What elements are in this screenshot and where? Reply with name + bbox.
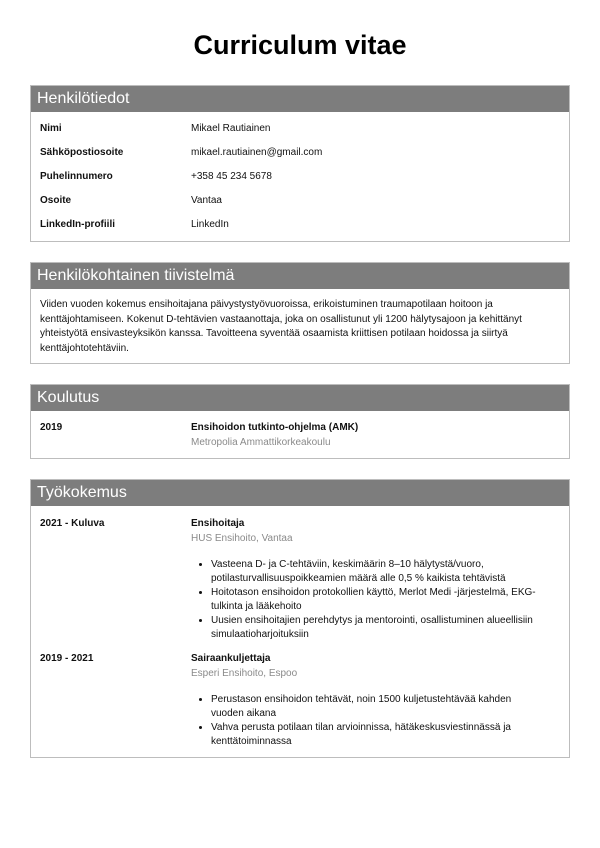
summary-text: Viiden vuoden kokemus ensihoitajana päivystystyövuoroissa, erikoistuminen traumapotilaan hoitoon ja kenttäjohtamiseen. Kokenut D-tehtävien vastaanottaja, joka on osallistunut yli 1200 hälytysajoon ja kehittänyt yhteistyötä ensivasteyksikön kanssa. Tavoitteena syventää osaamista kriittisen potilaan hoidossa ja siirtyä kenttäjohtotehtäviin. [40, 299, 522, 354]
bullet-item: • Perustason ensihoidon tehtävät, noin 1500 kuljetustehtävää kahden vuoden aikana [211, 693, 541, 721]
entry-date: 2019 [40, 422, 63, 433]
experience-section [30, 479, 570, 758]
personal-row-address [31, 195, 569, 219]
bullet-item: • Vahva perusta potilaan tilan arvioinnissa, hätäkeskusviestinnässä ja kenttätoiminnassa [211, 721, 541, 749]
education-section [30, 384, 570, 459]
row-label: Nimi [40, 123, 62, 134]
entry-date: 2019 - 2021 [40, 653, 94, 664]
row-label: LinkedIn-profiili [40, 219, 115, 230]
personal-section [30, 85, 570, 242]
experience-heading: Työkokemus [31, 480, 569, 506]
entry-org: Esperi Ensihoito, Espoo [191, 668, 298, 679]
summary-section [30, 262, 570, 364]
education-entry [31, 422, 569, 448]
entry-title: Ensihoitaja [191, 518, 245, 529]
entry-title: Ensihoidon tutkinto-ohjelma (AMK) [191, 422, 359, 433]
row-label: Osoite [40, 195, 72, 206]
email-link[interactable]: mikael.rautiainen@gmail.com [191, 147, 323, 158]
row-value: +358 45 234 5678 [191, 171, 272, 182]
education-heading: Koulutus [31, 385, 569, 411]
bullet-item: • Uusien ensihoitajien perehdytys ja mentorointi, osallistuminen alueellisiin simulaatioharjoituksiin [211, 614, 541, 642]
personal-row-name [31, 123, 569, 147]
row-label: Sähköpostiosoite [40, 147, 124, 158]
linkedin-link[interactable]: LinkedIn [191, 219, 229, 230]
experience-entry [31, 653, 569, 749]
row-value: Mikael Rautiainen [191, 123, 271, 134]
entry-org: HUS Ensihoito, Vantaa [191, 533, 293, 544]
entry-date: 2021 - Kuluva [40, 518, 105, 529]
row-value: Vantaa [191, 195, 222, 206]
personal-row-phone [31, 171, 569, 195]
personal-row-email [31, 147, 569, 171]
page-title: Curriculum vitae [193, 30, 407, 60]
entry-bullets [191, 693, 541, 749]
bullet-item: • Vasteena D- ja C-tehtäviin, keskimäärin 8–10 hälytystä/vuoro, potilasturvallisuuspoikkeamien määrä alle 0,5 % kaikista tehtävistä [211, 558, 541, 586]
entry-org: Metropolia Ammattikorkeakoulu [191, 437, 331, 448]
personal-row-linkedin [31, 219, 569, 243]
bullet-item: • Hoitotason ensihoidon protokollien käyttö, Merlot Medi -järjestelmä, EKG-tulkinta ja lääkehoito [211, 586, 541, 614]
experience-entry [31, 518, 569, 642]
personal-heading: Henkilötiedot [31, 86, 569, 112]
entry-bullets [191, 558, 541, 642]
entry-title: Sairaankuljettaja [191, 653, 271, 664]
row-label: Puhelinnumero [40, 171, 113, 182]
summary-heading: Henkilökohtainen tiivistelmä [31, 263, 569, 289]
